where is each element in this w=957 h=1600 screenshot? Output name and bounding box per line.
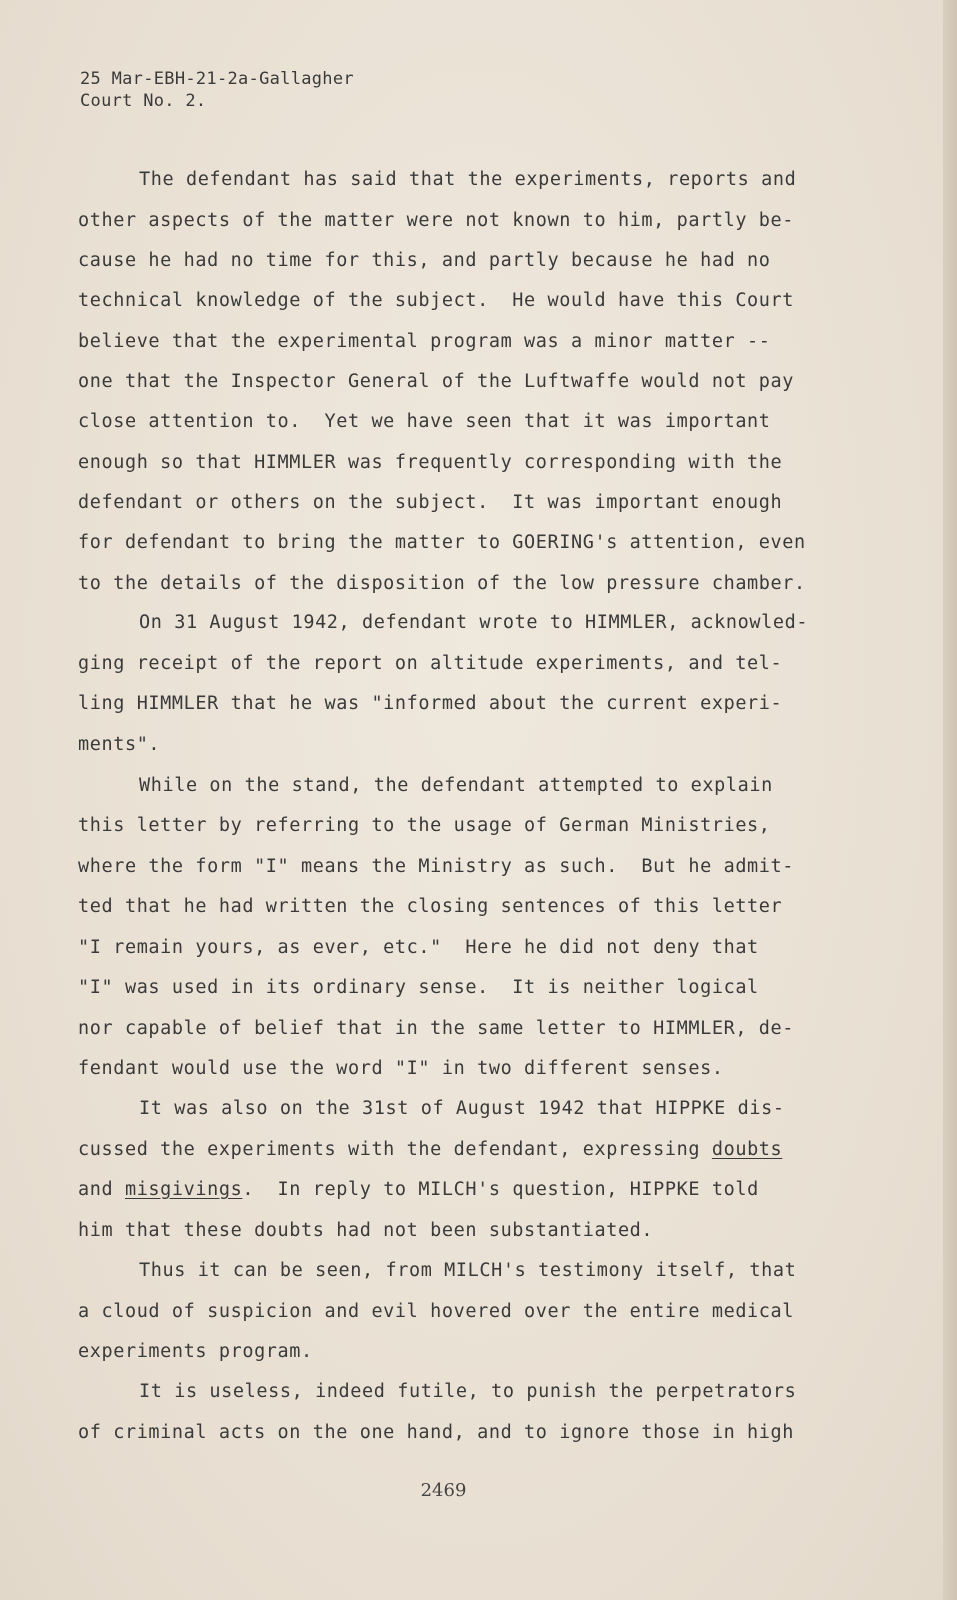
body-line: ling HIMMLER that he was "informed about the current experi- <box>78 693 783 714</box>
body-line: enough so that HIMMLER was frequently corresponding with the <box>78 452 783 473</box>
header-court: Court No. 2. <box>80 91 207 111</box>
body-line: The defendant has said that the experiments, reports and <box>139 169 797 190</box>
body-line: experiments program. <box>78 1341 313 1362</box>
body-line <box>78 1139 782 1161</box>
body-line: a cloud of suspicion and evil hovered over the entire medical <box>78 1301 795 1322</box>
body-line: to the details of the disposition of the low pressure chamber. <box>78 573 806 594</box>
body-line: for defendant to bring the matter to GOERING's attention, even <box>78 532 806 553</box>
body-line: ments". <box>78 734 161 755</box>
body-line: cause he had no time for this, and partly because he had no <box>78 250 771 271</box>
body-line: nor capable of belief that in the same letter to HIMMLER, de- <box>78 1018 795 1039</box>
body-text: cussed the experiments with the defendant, expressing <box>78 1139 712 1160</box>
body-line: It was also on the 31st of August 1942 that HIPPKE dis- <box>139 1098 785 1119</box>
body-line: fendant would use the word "I" in two different senses. <box>78 1058 724 1079</box>
body-line <box>78 1179 759 1201</box>
body-line: While on the stand, the defendant attempted to explain <box>139 775 773 796</box>
body-line: close attention to. Yet we have seen that it was important <box>78 411 771 432</box>
body-line: this letter by referring to the usage of German Ministries, <box>78 815 771 836</box>
body-text: . In reply to MILCH's question, HIPPKE told <box>242 1179 759 1200</box>
body-line: Thus it can be seen, from MILCH's testimony itself, that <box>139 1260 797 1281</box>
page-number: 2469 <box>420 1480 467 1501</box>
body-line: of criminal acts on the one hand, and to ignore those in high <box>78 1422 795 1443</box>
body-line: technical knowledge of the subject. He would have this Court <box>78 290 795 311</box>
body-line: defendant or others on the subject. It was important enough <box>78 492 783 513</box>
body-line: believe that the experimental program was a minor matter -- <box>78 331 771 352</box>
body-text: and <box>78 1179 125 1200</box>
underlined-word-misgivings: misgivings <box>124 1179 243 1200</box>
underlined-word-doubts: doubts <box>711 1139 783 1160</box>
body-line: ging receipt of the report on altitude experiments, and tel- <box>78 653 783 674</box>
body-line: ted that he had written the closing sentences of this letter <box>78 896 783 917</box>
document-header <box>80 68 354 112</box>
body-line: him that these doubts had not been substantiated. <box>78 1220 654 1241</box>
body-line: "I" was used in its ordinary sense. It is neither logical <box>78 977 759 998</box>
body-line: other aspects of the matter were not known to him, partly be- <box>78 210 795 231</box>
header-reference: 25 Mar-EBH-21-2a-Gallagher <box>80 69 354 89</box>
body-line: where the form "I" means the Ministry as such. But he admit- <box>78 856 795 877</box>
body-line: "I remain yours, as ever, etc." Here he did not deny that <box>78 937 759 958</box>
body-line: It is useless, indeed futile, to punish the perpetrators <box>139 1381 797 1402</box>
paper-edge <box>943 0 957 1600</box>
body-line: one that the Inspector General of the Luftwaffe would not pay <box>78 371 795 392</box>
body-line: On 31 August 1942, defendant wrote to HIMMLER, acknowled- <box>139 612 809 633</box>
